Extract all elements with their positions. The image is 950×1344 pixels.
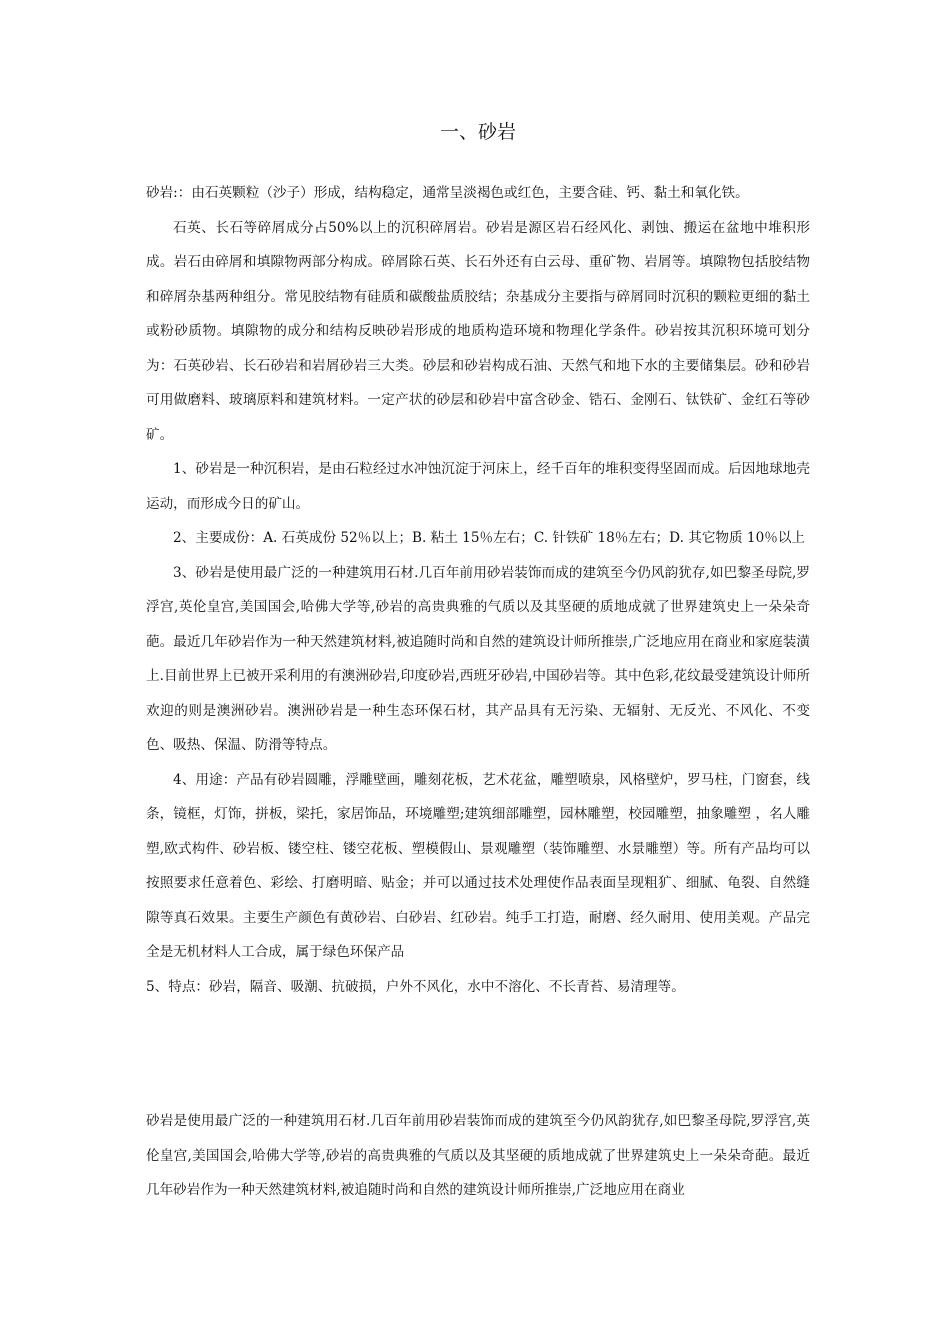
paragraph-tail: 砂岩是使用最广泛的一种建筑用石材.几百年前用砂岩装饰而成的建筑至今仍风韵犹存,如巴黎圣母院,罗浮宫,英伦皇宫,美国国会,哈佛大学等,砂岩的高贵典雅的气质以及其坚硬的质地成就了世界建筑史上一朵朵奇葩。最近几年砂岩作为一种天然建筑材料,被追随时尚和自然的建筑设计师所推崇,广泛地应用在商业 (146, 1113, 810, 1198)
paragraph-composition: 石英、长石等碎屑成分占50%以上的沉积碎屑岩。砂岩是源区岩石经风化、剥蚀、搬运在盆地中堆积形成。岩石由碎屑和填隙物两部分构成。碎屑除石英、长石外还有白云母、重矿物、岩屑等。填隙物包括胶结物和碎屑杂基两种组分。常见胶结物有硅质和碳酸盐质胶结；杂基成分主要指与碎屑同时沉积的颗粒更细的黏土或粉砂质物。填隙物的成分和结构反映砂岩形成的地质构造环境和物理化学条件。砂岩按其沉积环境可划分为：石英砂岩、长石砂岩和岩屑砂岩三大类。砂层和砂岩构成石油、天然气和地下水的主要储集层。砂和砂岩可用做磨料、玻璃原料和建筑材料。一定产状的砂层和砂岩中富含砂金、锆石、金刚石、钛铁矿、金红石等砂矿。 (146, 219, 810, 443)
paragraph-point-5: 5、特点：砂岩，隔音、吸潮、抗破损，户外不风化，水中不溶化、不长青苔、易清理等。 (146, 978, 685, 995)
paragraph-point-2: 2、主要成份：A. 石英成份 52％以上；B. 粘土 15％左右；C. 针铁矿 18％左右；D. 其它物质 10％以上 (173, 530, 806, 546)
paragraph-definition: 砂岩:：由石英颗粒（沙子）形成，结构稳定，通常呈淡褐色或红色，主要含硅、钙、黏土和氧化铁。 (146, 185, 749, 201)
paragraph-point-3: 3、砂岩是使用最广泛的一种建筑用石材.几百年前用砂岩装饰而成的建筑至今仍风韵犹存,如巴黎圣母院,罗浮宫,英伦皇宫,美国国会,哈佛大学等,砂岩的高贵典雅的气质以及其坚硬的质地成就了世界建筑史上一朵朵奇葩。最近几年砂岩作为一种天然建筑材料,被追随时尚和自然的建筑设计师所推崇,广泛地应用在商业和家庭装潢上.目前世界上已被开采利用的有澳洲砂岩,印度砂岩,西班牙砂岩,中国砂岩等。其中色彩,花纹最受建筑设计师所欢迎的则是澳洲砂岩。澳洲砂岩是一种生态环保石材，其产品具有无污染、无辐射、无反光、不风化、不变色、吸热、保温、防滑等特点。 (146, 564, 810, 753)
paragraph-point-1: 1、砂岩是一种沉积岩，是由石粒经过水冲蚀沉淀于河床上，经千百年的堆积变得坚固而成。后因地球地壳运动，而形成今日的矿山。 (146, 461, 810, 512)
document-body (146, 176, 810, 1004)
document-tail (146, 1104, 810, 1208)
document-title: 一、砂岩 (439, 121, 516, 143)
paragraph-point-4: 4、用途：产品有砂岩圆雕，浮雕壁画，雕刻花板，艺术花盆，雕塑喷泉，风格壁炉，罗马柱，门窗套，线条，镜框，灯饰，拼板，梁托，家居饰品，环境雕塑;建筑细部雕塑，园林雕塑，校园雕塑，抽象雕塑 ，名人雕塑,欧式构件、砂岩板、镂空柱、镂空花板、塑模假山、景观雕塑（装饰雕塑、水景雕塑）等。所有产品均可以按照要求任意着色、彩绘、打磨明暗、贴金；并可以通过技术处理使作品表面呈现粗犷、细腻、龟裂、自然缝隙等真石效果。主要生产颜色有黄砂岩、白砂岩、红砂岩。纯手工打造，耐磨、经久耐用、使用美观。产品完全是无机材料人工合成，属于绿色环保产品 (146, 771, 810, 960)
